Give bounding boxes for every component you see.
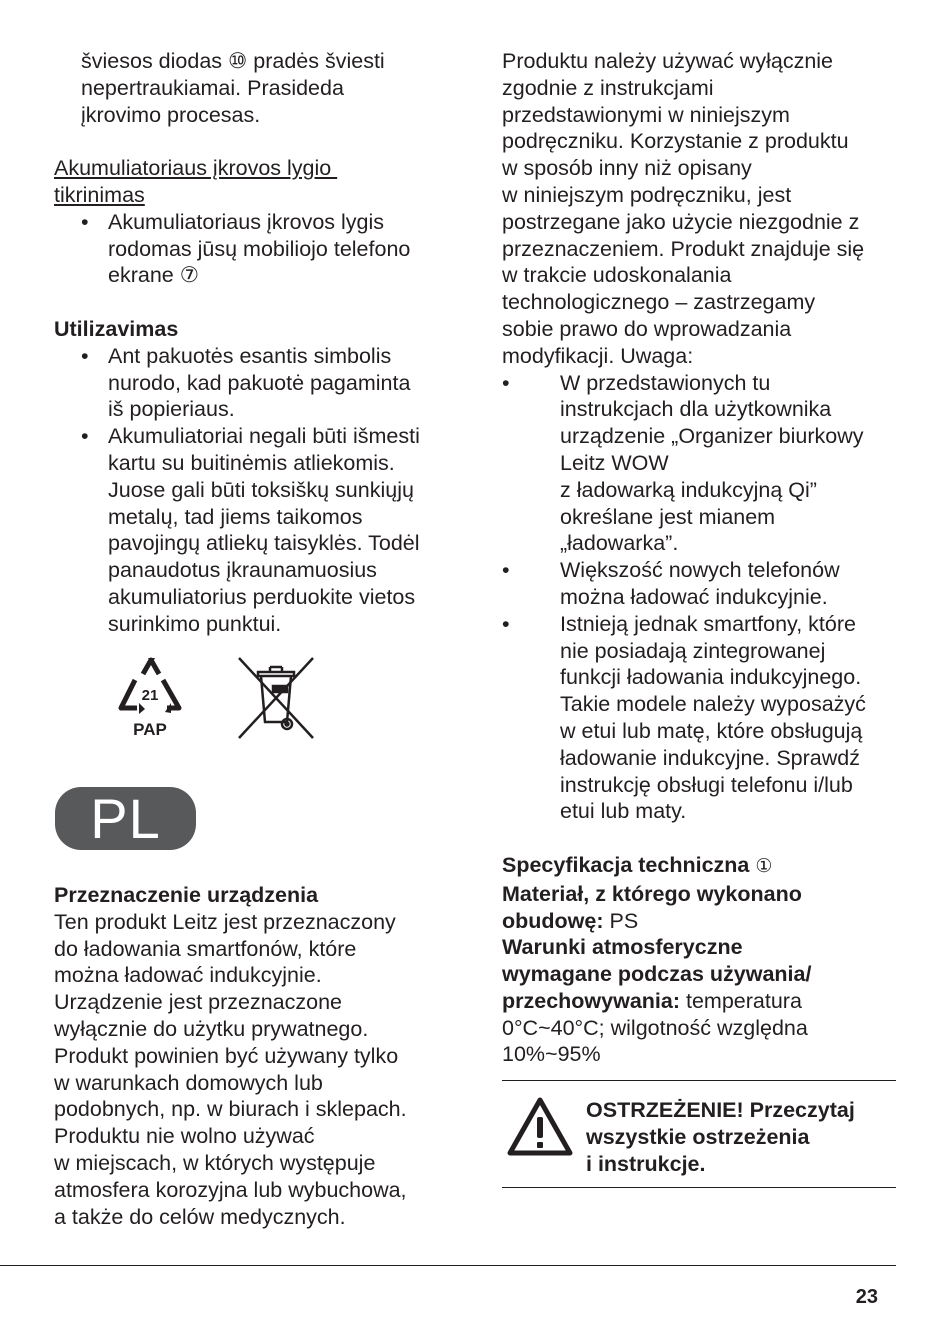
right-column (502, 48, 902, 1068)
text-line: • Akumuliatoriai negali būti išmesti (108, 424, 420, 449)
text-line: Materiał, z którego wykonano (502, 881, 802, 906)
crossed-out-bin-icon (239, 658, 313, 738)
recycle-number: 21 (141, 687, 159, 704)
language-badge: PL (55, 787, 196, 850)
text-line: a także do celów medycznych. (54, 1204, 346, 1229)
charging-intro (54, 48, 454, 128)
text-line: funkcji ładowania indukcyjnego. (560, 665, 862, 690)
text-line: etui lub maty. (560, 799, 687, 824)
text-line: określane jest mianem (560, 504, 776, 529)
page-number: 23 (855, 1286, 878, 1308)
note-list (502, 370, 902, 826)
conditions-line (502, 988, 902, 1015)
warning-triangle-icon (507, 1096, 573, 1156)
text-line: zgodnie z instrukcjami (502, 75, 714, 100)
text-line: surinkimo punktui. (108, 611, 282, 636)
footer-rule (0, 1265, 896, 1266)
text-line: ekrane ⑦ (108, 263, 199, 288)
text-line: pavojingų atliekų taisyklės. Todėl (108, 531, 420, 556)
text-line: w etui lub matę, które obsługują (560, 718, 863, 743)
text-line: z ładowarką indukcyjną Qi” (560, 477, 817, 502)
text-line: wymagane podczas używania/ (502, 962, 812, 987)
spec-heading-line (502, 852, 902, 881)
text-line: Urządzenie jest przeznaczone (54, 990, 343, 1015)
text-line: Leitz WOW (560, 450, 669, 475)
text-line: iš popieriaus. (108, 397, 235, 422)
text-line: tikrinimas (54, 182, 145, 207)
text-line: šviesos diodas ⑩ pradės šviesti (81, 49, 385, 73)
text-line: w niniejszym podręczniku, jest (502, 182, 792, 207)
text-line: wyłącznie do użytku prywatnego. (54, 1016, 369, 1041)
text-line: Juose gali būti toksiškų sunkiųjų (108, 477, 414, 502)
text-line: można ładować indukcyjnie. (560, 584, 828, 609)
text-line: „ładowarka”. (560, 531, 679, 556)
text-line: OSTRZEŻENIE! Przeczytaj (586, 1098, 855, 1122)
text-line: ładowanie indukcyjne. Sprawdź (560, 745, 860, 770)
spec-section (502, 852, 902, 1068)
warning-top-rule (502, 1080, 896, 1081)
battery-check-list (54, 209, 454, 289)
list-item (54, 209, 454, 289)
text-line: kartu su buitinėmis atliekomis. (108, 450, 395, 475)
text-line: Akumuliatoriaus įkrovos lygio (54, 156, 338, 181)
spec-heading: Specyfikacja techniczna (502, 852, 750, 877)
text-line: można ładować indukcyjnie. (54, 963, 322, 988)
text-line: 0°C~40°C; wilgotność względna (502, 1015, 808, 1040)
battery-check-heading (54, 155, 454, 209)
spec-reference: ① (755, 855, 773, 877)
text-line: atmosfera korozyjna lub wybuchowa, (54, 1177, 407, 1202)
warning-text (586, 1097, 896, 1177)
text-line: • W przedstawionych tu (560, 370, 771, 395)
material-value: PS (603, 908, 639, 933)
text-line: w sposób inny niż opisany (502, 156, 752, 181)
text-line: • Większość nowych telefonów (560, 558, 840, 583)
text-line: podręczniku. Korzystanie z produktu (502, 129, 849, 154)
list-item (54, 423, 454, 637)
text-line: wszystkie ostrzeżenia (586, 1124, 810, 1149)
text-line: w trakcie udoskonalania (502, 263, 732, 288)
list-item (502, 370, 902, 558)
material-line (502, 908, 902, 935)
text-line: 10%~95% (502, 1042, 601, 1067)
purpose-heading: Przeznaczenie urządzenia (54, 883, 319, 907)
text-line: panaudotus įkraunamuosius (108, 558, 377, 583)
purpose-section (54, 882, 474, 1230)
text-line: nie posiadają zintegrowanej (560, 638, 826, 663)
text-line: Produkt powinien być używany tylko (54, 1043, 399, 1068)
list-item (502, 611, 902, 825)
text-line: modyfikacji. Uwaga: (502, 343, 694, 368)
paper-recycling-icon (121, 658, 179, 714)
material-label: obudowę: (502, 908, 604, 933)
left-column (54, 48, 454, 638)
text-line: rodomas jūsų mobiliojo telefono (108, 236, 411, 261)
text-line: instrukcjach dla użytkownika (560, 397, 832, 422)
text-line: Produktu należy używać wyłącznie (502, 49, 834, 73)
text-line: w miejscach, w których występuje (54, 1150, 376, 1175)
text-line: podobnych, np. w biurach i sklepach. (54, 1097, 407, 1122)
text-line: urządzenie „Organizer biurkowy (560, 424, 864, 449)
text-line: Takie modele należy wyposażyć (560, 692, 866, 717)
text-line: nurodo, kad pakuotė pagaminta (108, 370, 411, 395)
text-line: postrzegane jako użycie niezgodnie z (502, 209, 860, 234)
text-line: Produktu nie wolno używać (54, 1124, 315, 1149)
recycle-code: PAP (133, 720, 167, 739)
text-line: w warunkach domowych lub (54, 1070, 323, 1095)
conditions-value: temperatura (680, 988, 802, 1013)
disposal-list (54, 343, 454, 638)
text-line: instrukcję obsługi telefonu i/lub (560, 772, 853, 797)
text-line: sobie prawo do wprowadzania (502, 316, 792, 341)
text-line: do ładowania smartfonów, które (54, 936, 357, 961)
text-line: • Akumuliatoriaus įkrovos lygis (108, 209, 385, 234)
disposal-symbols (115, 654, 325, 744)
text-line: przedstawionymi w niniejszym (502, 102, 790, 127)
warning-bottom-rule (502, 1187, 896, 1188)
list-item (502, 557, 902, 611)
text-line: akumuliatorius perduokite vietos (108, 584, 416, 609)
text-line: i instrukcje. (586, 1151, 706, 1176)
text-line: Ten produkt Leitz jest przeznaczony (54, 909, 396, 934)
list-item (54, 343, 454, 423)
text-line: • Ant pakuotės esantis simbolis (108, 343, 392, 368)
usage-paragraph (502, 48, 902, 370)
conditions-label: przechowywania: (502, 988, 681, 1013)
text-line: metalų, tad jiems taikomos (108, 504, 363, 529)
text-line: įkrovimo procesas. (81, 102, 261, 127)
text-line: technologicznego – zastrzegamy (502, 290, 816, 315)
text-line: przeznaczeniem. Produkt znajduje się (502, 236, 865, 261)
text-line: • Istnieją jednak smartfony, które (560, 611, 856, 636)
disposal-heading: Utilizavimas (54, 316, 179, 341)
text-line: nepertraukiamai. Prasideda (81, 75, 344, 100)
text-line: Warunki atmosferyczne (502, 935, 743, 960)
